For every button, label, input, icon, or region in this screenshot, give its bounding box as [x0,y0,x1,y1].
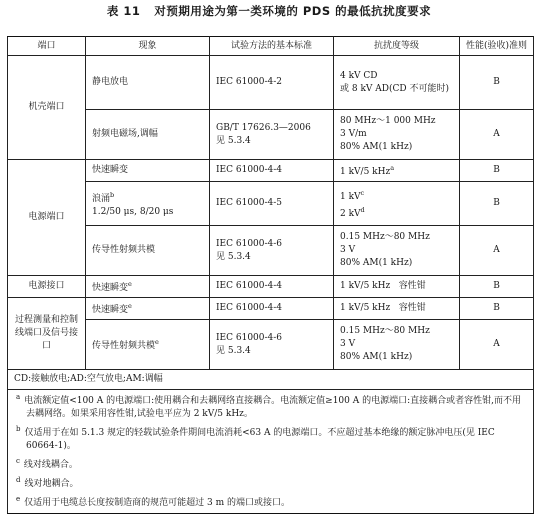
table-row [8,226,534,276]
legend-text: CD:接触放电;AD:空气放电;AM:调幅 [8,370,534,390]
level-line: 3 V [340,245,356,255]
footnote-mark: c [16,457,20,465]
phenomenon-text: 快速瞬变 [92,283,129,293]
table-number: 表 11 [106,4,141,18]
standard-line: 见 5.3.4 [216,135,251,146]
criterion-cell: B [460,182,534,226]
table-row [8,276,534,298]
level-cell [334,226,460,276]
header-phenomenon: 现象 [86,37,210,56]
table-caption: 对预期用途为第一类环境的 PDS 的最低抗扰度要求 [154,4,432,18]
footnote-mark: e [155,338,159,346]
footnote-mark: c [360,188,365,197]
level-text: 1 kV [340,191,361,202]
legend-row [8,370,534,390]
level-line: 80 MHz～1 000 MHz [340,116,436,126]
phenomenon-cell [86,320,210,370]
table-row [8,298,534,320]
port-cell: 机壳端口 [8,56,86,160]
standard-cell [210,110,334,160]
footnote-b [14,423,527,453]
footnote-mark: e [16,495,21,503]
level-text: 2 kV [340,208,361,219]
header-criterion: 性能(验收)准则 [460,37,534,56]
level-cell: 1 kV/5 kHz 容性钳 [334,298,460,320]
standard-cell: IEC 61000-4-5 [210,182,334,226]
table-title [0,3,538,19]
level-line: 0.15 MHz～80 MHz [340,232,430,242]
footnote-text: 仅适用于电缆总长度按制造商的规范可能超过 3 m 的端口或接口。 [24,498,291,508]
port-cell: 电源接口 [8,276,86,298]
standard-cell: IEC 61000-4-4 [210,276,334,298]
criterion-cell: A [460,110,534,160]
level-cell: 1 kV/5 kHz 容性钳 [334,276,460,298]
phenomenon-cell [86,298,210,320]
phenomenon-cell [86,276,210,298]
header-row [8,37,534,56]
level-line: 80% AM(1 kHz) [340,142,413,152]
standard-cell [210,320,334,370]
standard-cell: IEC 61000-4-4 [210,298,334,320]
phenomenon-text: 传导性射频共模 [92,341,156,351]
level-line: 或 8 kV AD(CD 不可能时) [340,83,449,94]
footnote-mark: e [128,280,132,288]
table-row [8,320,534,370]
footnote-c [14,455,527,472]
level-cell [334,56,460,110]
standard-line: 见 5.3.4 [216,251,251,262]
standard-cell: IEC 61000-4-4 [210,160,334,182]
table-row [8,56,534,110]
footnote-text: 线对地耦合。 [24,479,79,489]
level-cell [334,182,460,226]
criterion-cell: B [460,56,534,110]
footnote-d [14,474,527,491]
port-cell: 过程测量和控制线端口及信号接口 [8,298,86,370]
criterion-cell: B [460,160,534,182]
level-line: 0.15 MHz～80 MHz [340,326,430,336]
footnote-mark: b [110,190,115,199]
criterion-cell: B [460,276,534,298]
port-cell: 电源端口 [8,160,86,276]
standard-line: 见 5.3.4 [216,345,251,356]
criterion-cell: B [460,298,534,320]
footnotes-row [8,390,534,514]
footnote-mark: b [16,425,21,433]
footnote-mark: a [390,164,395,172]
footnote-mark: d [16,476,21,484]
level-line: 3 V [340,339,356,349]
level-line: 4 kV CD [340,70,378,81]
phenomenon-cell: 快速瞬变 [86,160,210,182]
level-line: 3 V/m [340,129,367,139]
phenomenon-line: 1.2/50 μs, 8/20 μs [92,206,174,217]
table-row [8,160,534,182]
standard-cell [210,226,334,276]
standard-line: IEC 61000-4-6 [216,332,283,343]
phenomenon-text: 快速瞬变 [92,305,129,315]
level-cell [334,160,460,182]
level-text: 1 kV/5 kHz [340,167,391,177]
header-port: 端口 [8,37,86,56]
header-standard: 试验方法的基本标准 [210,37,334,56]
standard-cell: IEC 61000-4-2 [210,56,334,110]
footnote-mark: a [16,393,21,401]
footnote-text: 线对线耦合。 [23,460,78,470]
footnote-text: 仅适用于在如 5.1.3 规定的轻载试验条件期间电流消耗<63 A 的电源端口。不应超过基本绝缘的额定脉冲电压(见 IEC 60664-1)。 [24,428,495,451]
header-level: 抗扰度等级 [334,37,460,56]
standard-line: IEC 61000-4-6 [216,238,283,249]
phenomenon-cell: 传导性射频共模 [86,226,210,276]
criterion-cell: A [460,320,534,370]
footnotes-cell [8,390,534,514]
footnote-a [14,391,527,421]
phenomenon-text: 浪涌 [92,193,111,204]
table-row [8,182,534,226]
phenomenon-cell [86,182,210,226]
standard-line: GB/T 17626.3—2006 [216,122,311,133]
level-line: 80% AM(1 kHz) [340,352,413,362]
phenomenon-cell: 射频电磁场,调幅 [86,110,210,160]
table-row [8,110,534,160]
footnote-text: 电流额定值<100 A 的电源端口:使用耦合和去耦网络直接耦合。电流额定值≥100 A 的电源端口:直接耦合或者容性钳,而不用去耦网络。如果采用容性钳,试验电平应为 2 kV/5 kHz。 [24,396,521,419]
footnote-mark: d [360,205,365,214]
level-cell [334,110,460,160]
criterion-cell: A [460,226,534,276]
footnote-e [14,493,527,510]
immunity-requirements-table [7,36,534,514]
level-line: 80% AM(1 kHz) [340,258,413,268]
phenomenon-cell: 静电放电 [86,56,210,110]
footnote-mark: e [128,302,132,310]
level-cell [334,320,460,370]
